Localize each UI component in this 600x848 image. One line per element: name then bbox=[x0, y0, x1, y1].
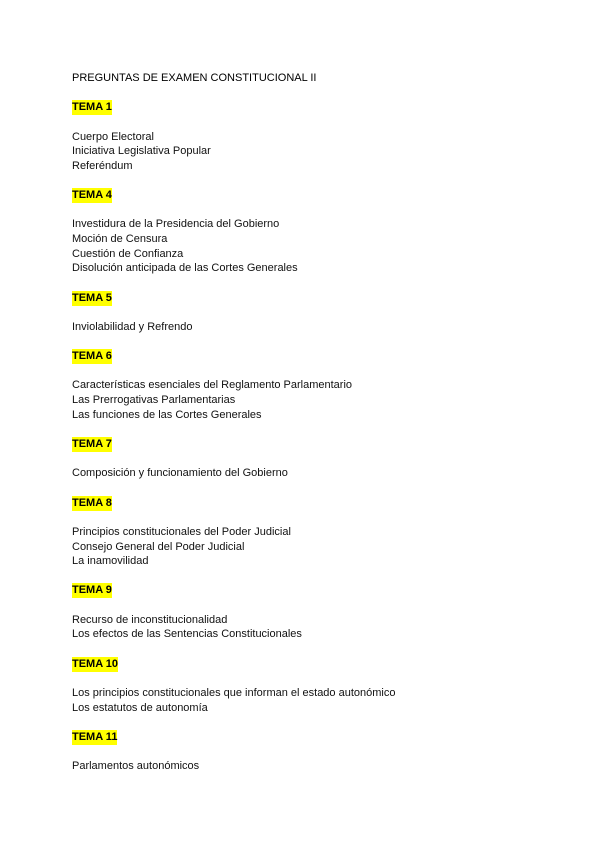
blank-line bbox=[72, 203, 600, 218]
list-item: Las Prerrogativas Parlamentarias bbox=[72, 394, 236, 407]
section-tema-6 bbox=[72, 349, 600, 437]
section-heading: TEMA 4 bbox=[72, 189, 112, 202]
list-item: Disolución anticipada de las Cortes Generales bbox=[72, 262, 298, 275]
section-tema-11 bbox=[72, 730, 600, 774]
blank-line bbox=[72, 481, 600, 496]
blank-line bbox=[72, 305, 600, 320]
blank-line bbox=[72, 744, 600, 759]
list-item: Iniciativa Legislativa Popular bbox=[72, 145, 211, 158]
section-heading: TEMA 5 bbox=[72, 291, 112, 304]
blank-line bbox=[72, 276, 600, 291]
section-tema-9 bbox=[72, 583, 600, 656]
section-tema-10 bbox=[72, 657, 600, 730]
blank-line bbox=[72, 173, 600, 188]
list-item: La inamovilidad bbox=[72, 555, 149, 568]
list-item: Parlamentos autonómicos bbox=[72, 760, 200, 773]
list-item: Cuestión de Confianza bbox=[72, 247, 184, 260]
list-item: Recurso de inconstitucionalidad bbox=[72, 613, 228, 626]
section-tema-7 bbox=[72, 437, 600, 496]
section-tema-8 bbox=[72, 496, 600, 584]
blank-line bbox=[72, 642, 600, 657]
section-heading: TEMA 10 bbox=[72, 657, 119, 670]
list-item: Referéndum bbox=[72, 159, 133, 172]
blank-line bbox=[72, 86, 600, 101]
blank-line bbox=[72, 115, 600, 130]
blank-line bbox=[72, 335, 600, 350]
section-tema-4 bbox=[72, 188, 600, 290]
blank-line bbox=[72, 510, 600, 525]
section-tema-1 bbox=[72, 100, 600, 188]
list-item: Los estatutos de autonomía bbox=[72, 701, 208, 714]
section-heading: TEMA 11 bbox=[72, 730, 118, 743]
list-item: Inviolabilidad y Refrendo bbox=[72, 320, 193, 333]
blank-line bbox=[72, 364, 600, 379]
list-item: Las funciones de las Cortes Generales bbox=[72, 408, 262, 421]
list-item: Los principios constitucionales que informan el estado autonómico bbox=[72, 686, 396, 699]
document-title: PREGUNTAS DE EXAMEN CONSTITUCIONAL II bbox=[72, 72, 317, 84]
section-heading: TEMA 7 bbox=[72, 438, 112, 451]
section-heading: TEMA 8 bbox=[72, 496, 112, 509]
blank-line bbox=[72, 715, 600, 730]
blank-line bbox=[72, 569, 600, 584]
blank-line bbox=[72, 671, 600, 686]
list-item: Moción de Censura bbox=[72, 233, 168, 246]
list-item: Investidura de la Presidencia del Gobierno bbox=[72, 218, 280, 231]
blank-line bbox=[72, 598, 600, 613]
list-item: Consejo General del Poder Judicial bbox=[72, 540, 245, 553]
list-item: Características esenciales del Reglamento Parlamentario bbox=[72, 379, 353, 392]
list-item: Principios constitucionales del Poder Judicial bbox=[72, 525, 291, 538]
section-heading: TEMA 9 bbox=[72, 584, 112, 597]
section-heading: TEMA 1 bbox=[72, 101, 112, 114]
list-item: Cuerpo Electoral bbox=[72, 130, 154, 143]
list-item: Composición y funcionamiento del Gobierno bbox=[72, 467, 288, 480]
blank-line bbox=[72, 452, 600, 467]
list-item: Los efectos de las Sentencias Constitucionales bbox=[72, 628, 302, 641]
section-tema-5 bbox=[72, 291, 600, 350]
blank-line bbox=[72, 422, 600, 437]
section-heading: TEMA 6 bbox=[72, 350, 112, 363]
